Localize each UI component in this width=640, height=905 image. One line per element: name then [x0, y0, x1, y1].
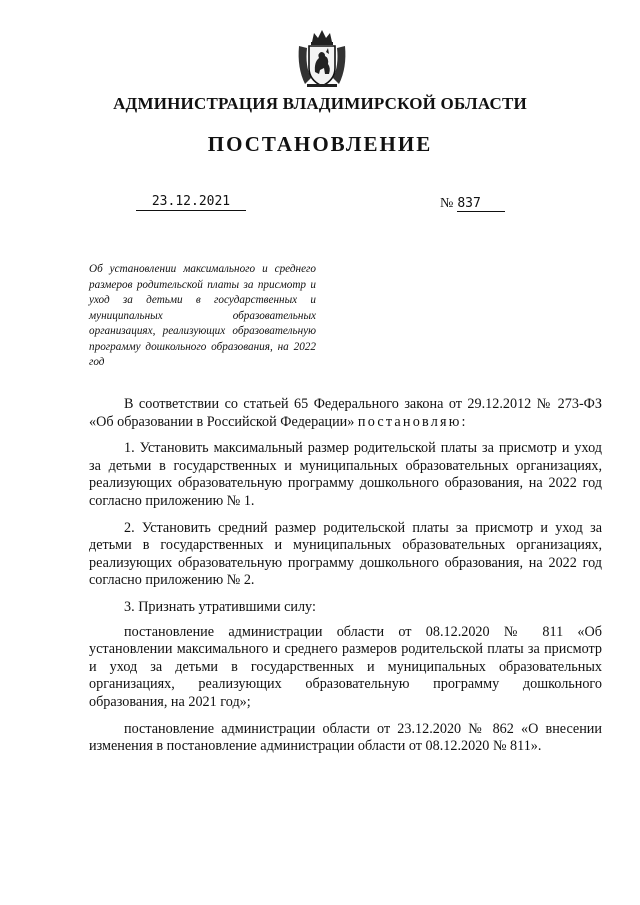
- repeal-1-paragraph: постановление администрации области от 08.12.2020 № 811 «Об установлении максимального и среднего размеров родительской платы за присмотр и уход за детьми в государственных и муниципальных образовательных организациях, реализующих образовательную программу дошкольного образования, на 2021 год»;: [89, 623, 602, 710]
- item-2-paragraph: 2. Установить средний размер родительской платы за присмотр и уход за детьми в государственных и муниципальных образовательных организациях, реализующих образовательную программу дошкольного образования, на 2022 год согласно приложению № 2.: [89, 519, 602, 589]
- resolve-word: постановляю:: [357, 413, 468, 430]
- document-number-value: 837: [457, 196, 505, 212]
- document-type-heading: ПОСТАНОВЛЕНИЕ: [207, 132, 433, 156]
- document-body: [89, 396, 602, 765]
- document-date: 23.12.2021: [136, 194, 246, 211]
- item-1-paragraph: 1. Установить максимальный размер родительской платы за присмотр и уход за детьми в государственных и муниципальных образовательных организациях, реализующих образовательную программу дошкольного образования, на 2022 год согласно приложению № 1.: [89, 440, 602, 509]
- document-subject: Об установлении максимального и среднего размеров родительской платы за присмотр и уход за детьми в государственных и муниципальных образовательных организациях, реализующих образовательную программу дошкольного образования, на 2022 год: [89, 263, 316, 368]
- preamble-text: В соответствии со статьей 65 Федерального закона от 29.12.2012 № 273-ФЗ «Об образовании в Российской Федерации»: [89, 396, 602, 430]
- preamble-paragraph: [89, 396, 602, 431]
- repeal-2-paragraph: постановление администрации области от 23.12.2020 № 862 «О внесении изменения в постановление администрации области от 08.12.2020 № 811».: [89, 720, 602, 755]
- coat-of-arms-icon: [295, 28, 349, 90]
- organization-title: АДМИНИСТРАЦИЯ ВЛАДИМИРСКОЙ ОБЛАСТИ: [113, 94, 527, 113]
- number-sign: №: [440, 196, 454, 211]
- item-3-paragraph: 3. Признать утратившими силу:: [124, 598, 316, 615]
- document-number: [440, 196, 505, 212]
